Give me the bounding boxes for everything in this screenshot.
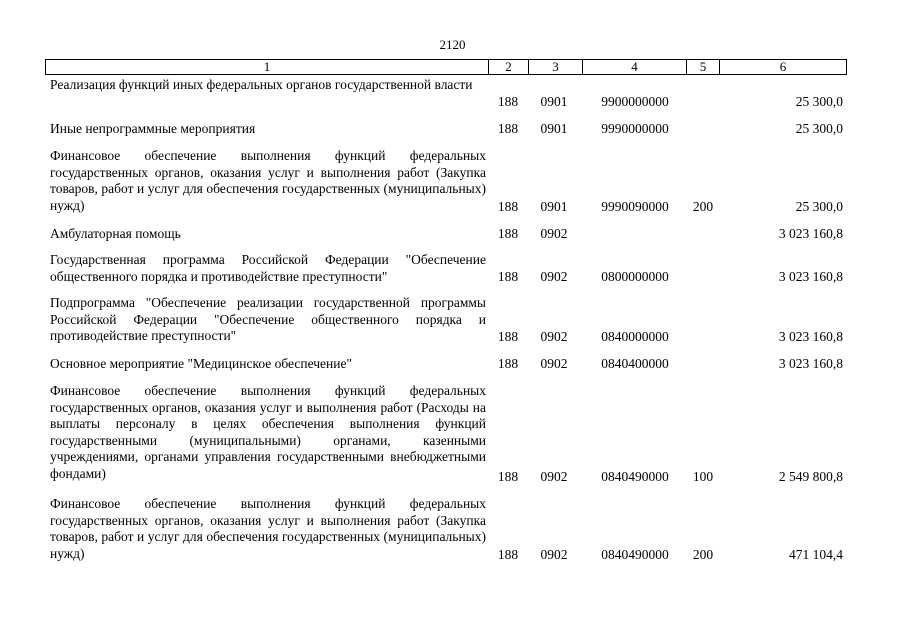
row-ved: 188 <box>497 94 519 109</box>
column-header-3: 3 <box>552 59 559 74</box>
row-target-article: 0840490000 <box>601 547 669 562</box>
row-name: Реализация функций иных федеральных органов государственной власти <box>50 77 473 92</box>
row-ved: 188 <box>497 269 519 284</box>
row-expense-type: 200 <box>692 199 714 214</box>
row-ved: 188 <box>497 547 519 562</box>
row-target-article: 9990090000 <box>601 199 669 214</box>
column-header-1: 1 <box>263 59 271 74</box>
row-target-article: 9900000000 <box>601 94 669 109</box>
row-section: 0902 <box>540 469 568 484</box>
row-section: 0902 <box>540 547 568 562</box>
row-ved: 188 <box>497 121 519 136</box>
row-target-article: 0800000000 <box>601 269 669 284</box>
row-amount: 25 300,0 <box>795 94 843 109</box>
row-section: 0901 <box>540 94 568 109</box>
row-target-article: 9990000000 <box>601 121 669 136</box>
row-amount: 25 300,0 <box>795 199 843 214</box>
row-name: Амбулаторная помощь <box>50 226 181 241</box>
row-amount: 3 023 160,8 <box>778 226 843 241</box>
row-ved: 188 <box>497 226 519 241</box>
row-amount: 2 549 800,8 <box>778 469 843 484</box>
table-header <box>45 59 847 75</box>
row-section: 0902 <box>540 356 568 371</box>
row-expense-type: 200 <box>692 547 714 562</box>
row-ved: 188 <box>497 356 519 371</box>
row-amount: 3 023 160,8 <box>778 356 843 371</box>
row-section: 0901 <box>540 121 568 136</box>
column-header-6: 6 <box>779 59 787 74</box>
row-target-article: 0840400000 <box>601 356 669 371</box>
row-name: Финансовое обеспечение выполнения функций федеральных государственных органов, оказания услуг и выполнения работ (Закупка товаров, работ и услуг для обеспечения государственных (муниципальных) нужд) <box>50 148 486 213</box>
row-name: Иные непрограммные мероприятия <box>50 121 256 136</box>
row-target-article: 0840000000 <box>601 329 669 344</box>
row-amount: 3 023 160,8 <box>778 269 843 284</box>
row-ved: 188 <box>497 329 519 344</box>
row-name: Государственная программа Российской Федерации "Обеспечение общественного порядка и противодействие преступности" <box>50 252 486 284</box>
row-amount: 25 300,0 <box>795 121 843 136</box>
row-name: Подпрограмма "Обеспечение реализации государственной программы Российской Федерации "Обеспечение общественного порядка и противодействие преступности" <box>50 295 486 344</box>
row-target-article: 0840490000 <box>601 469 669 484</box>
row-amount: 3 023 160,8 <box>778 329 843 344</box>
row-expense-type: 100 <box>692 469 714 484</box>
column-header-4: 4 <box>631 59 638 74</box>
row-ved: 188 <box>497 469 519 484</box>
row-section: 0902 <box>540 329 568 344</box>
page-number: 2120 <box>439 37 466 52</box>
row-section: 0901 <box>540 199 568 214</box>
row-section: 0902 <box>540 226 568 241</box>
row-name: Финансовое обеспечение выполнения функций федеральных государственных органов, оказания услуг и выполнения работ (Закупка товаров, работ и услуг для обеспечения государственных (муниципальных) нужд) <box>50 496 486 561</box>
row-name: Основное мероприятие "Медицинское обеспечение" <box>50 356 352 371</box>
column-header-5: 5 <box>699 59 707 74</box>
column-header-2: 2 <box>505 59 512 74</box>
row-section: 0902 <box>540 269 568 284</box>
row-amount: 471 104,4 <box>789 547 843 562</box>
row-ved: 188 <box>497 199 519 214</box>
row-name: Финансовое обеспечение выполнения функций федеральных государственных органов, оказания услуг и выполнения работ (Расходы на выплаты персоналу в целях обеспечения выполнения функций государственными (муниципальными) органами, казенными учреждениями, органами управления государственными внебюджетными фондами) <box>50 383 486 481</box>
